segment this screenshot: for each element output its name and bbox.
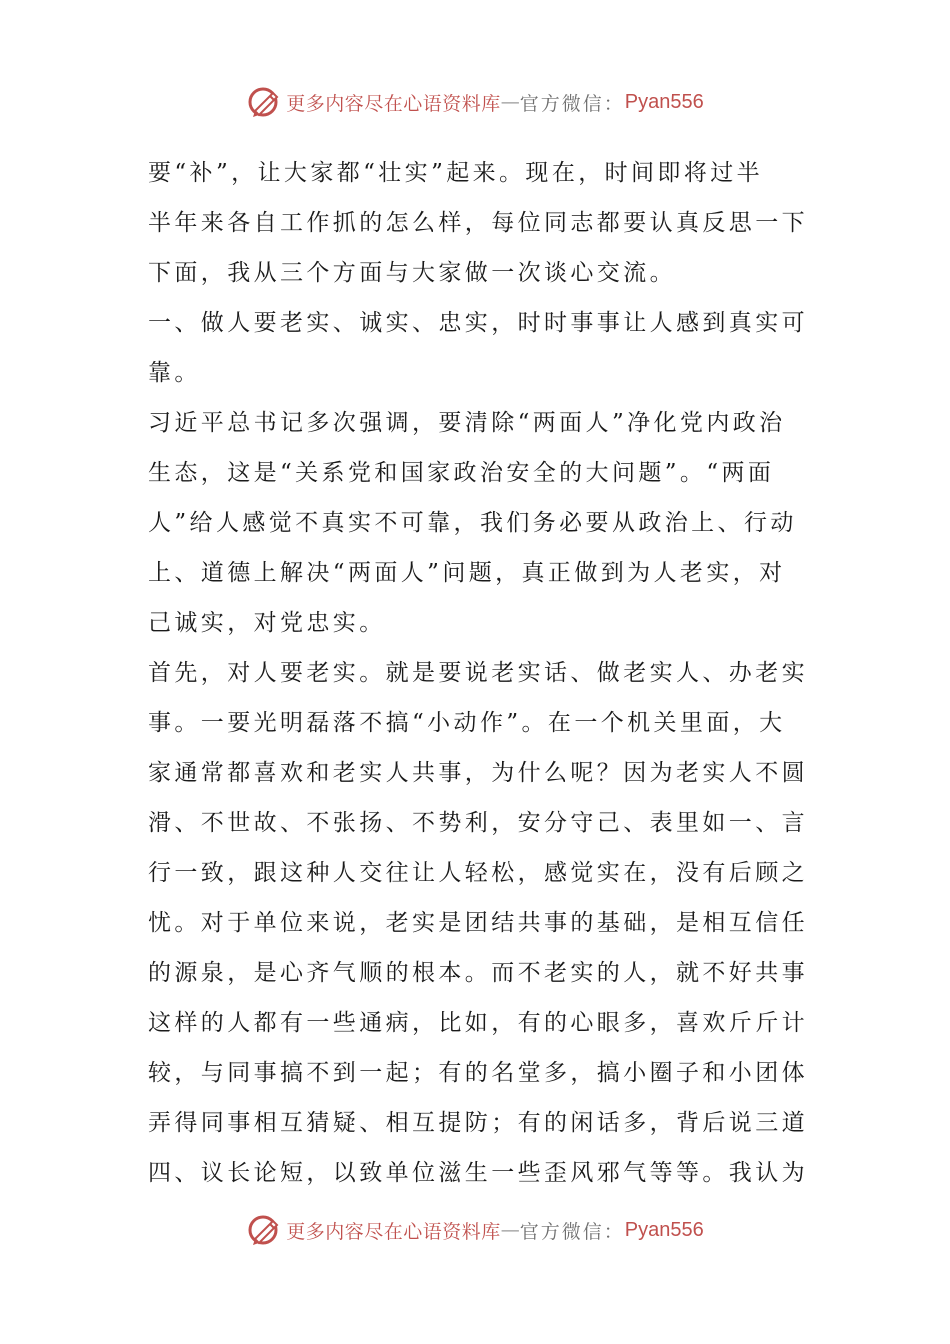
body-line: 半年来各自工作抓的怎么样，每位同志都要认真反思一下 xyxy=(148,210,808,236)
body-line: 滑、不世故、不张扬、不势利，安分守己、表里如一、言 xyxy=(148,810,808,836)
footer-banner-id: Pyan556 xyxy=(624,1218,704,1241)
document-body xyxy=(148,148,808,1198)
header-banner-separator: — xyxy=(500,91,520,113)
body-line: 己诚实，对党忠实。 xyxy=(148,610,386,636)
footer-banner-id-label: 官方微信： xyxy=(519,1220,625,1243)
header-banner xyxy=(0,82,950,122)
body-line: 的源泉，是心齐气顺的根本。而不老实的人，就不好共事 xyxy=(148,960,808,986)
body-line: 这样的人都有一些通病，比如，有的心眼多，喜欢斤斤计 xyxy=(148,1010,808,1036)
body-line: 忧。对于单位来说，老实是团结共事的基础，是相互信任 xyxy=(148,910,808,936)
body-line: 下面，我从三个方面与大家做一次谈心交流。 xyxy=(148,260,676,286)
section-heading: 一、做人要老实、诚实、忠实，时时事事让人感到真实可 xyxy=(148,310,808,336)
body-line: 人”给人感觉不真实不可靠，我们务必要从政治上、行动 xyxy=(148,510,797,536)
body-line: 习近平总书记多次强调，要清除“两面人”净化党内政治 xyxy=(148,410,786,436)
body-line: 弄得同事相互猜疑、相互提防；有的闲话多，背后说三道 xyxy=(148,1110,808,1136)
body-line: 家通常都喜欢和老实人共事，为什么呢？因为老实人不圆 xyxy=(148,760,808,786)
pen-logo-icon xyxy=(246,1212,282,1248)
section-heading: 靠。 xyxy=(148,360,201,386)
body-line: 首先，对人要老实。就是要说老实话、做老实人、办老实 xyxy=(148,660,808,686)
header-banner-id-label: 官方微信： xyxy=(519,92,625,115)
body-line: 四、议长论短，以致单位滋生一些歪风邪气等等。我认为 xyxy=(148,1160,808,1186)
body-line: 要“补”，让大家都“壮实”起来。现在，时间即将过半 xyxy=(148,160,764,186)
footer-banner-text: 更多内容尽在心语资料库 xyxy=(286,1220,501,1243)
body-line: 行一致，跟这种人交往让人轻松，感觉实在，没有后顾之 xyxy=(148,860,808,886)
header-banner-id: Pyan556 xyxy=(624,90,704,113)
footer-banner-separator: — xyxy=(500,1219,520,1241)
body-line: 生态，这是“关系党和国家政治安全的大问题”。“两面 xyxy=(148,460,775,486)
pen-logo-icon xyxy=(246,84,282,120)
body-line: 事。一要光明磊落不搞“小动作”。在一个机关里面，大 xyxy=(148,710,786,736)
body-line: 上、道德上解决“两面人”问题，真正做到为人老实，对 xyxy=(148,560,786,586)
body-line: 较，与同事搞不到一起；有的名堂多，搞小圈子和小团体 xyxy=(148,1060,808,1086)
footer-banner xyxy=(0,1210,950,1250)
header-banner-text: 更多内容尽在心语资料库 xyxy=(286,92,501,115)
